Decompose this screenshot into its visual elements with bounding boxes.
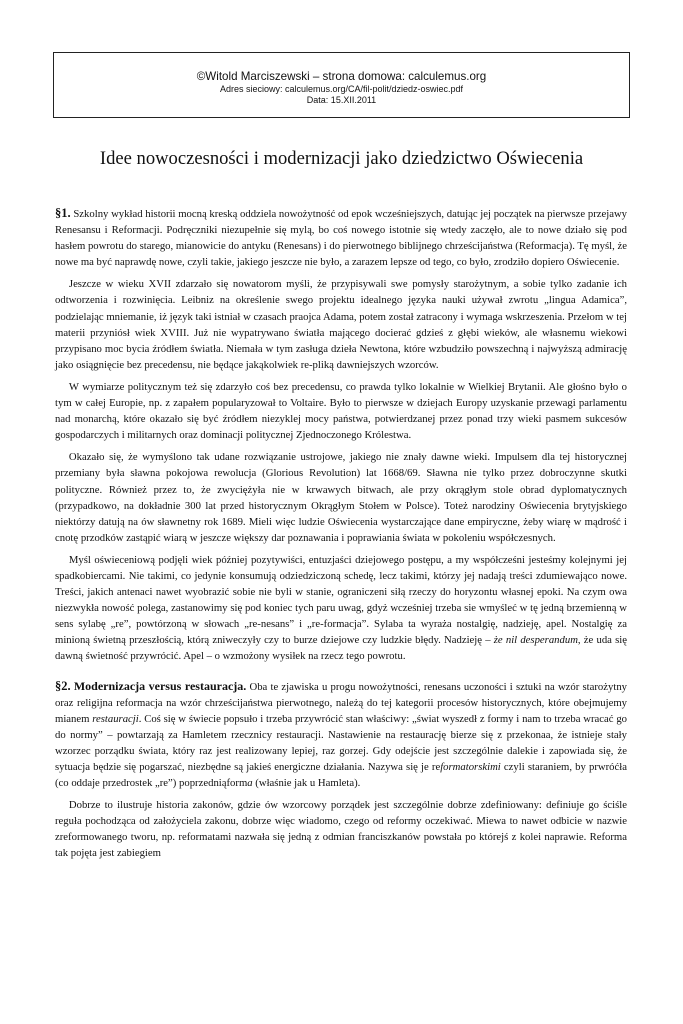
section1-p5-text-a: Myśl oświeceniową podjęli wiek później pozytywiści, entuzjaści dziejowego postępu, a my współcześni jesteśmy kolejnymi jej spadkobiercami. Nie takimi, co jedynie konsumują odziedziczoną schedę, lecz takimi, którzy jej nadają treści zdumiewająco nowe. Treści, jakich antenaci nawet wyobrazić sobie nie byli w stanie, ograniczeni siłą rzeczy do horyzontu własnej epoki. Na czym owa niezwykła nowość polega, zastanowimy się pod koniec tych paru uwag, gdyż wcześniej trzeba sie wmyśleć w tę jedną brzemienną w sens sylabę „re”, powtórzoną w słowach „re-nesans” i „re-formacja”. Sylaba ta wyraża nostalgię, nadzieję, apel. Nostalgię za minioną świetną przeszłością, którą zniweczyły czy to burze dziejowe czy ludzkie błędy. Nadzieję – — [55, 553, 627, 647]
section1-paragraph-3: W wymiarze politycznym też się zdarzyło coś bez precedensu, co prawda tylko lokalnie w Wielkiej Brytanii. Ale głośno było o tym w całej Europie, np. z zapałem popularyzował to Voltaire. Było to pierwsze w dziejach Europy uzyskanie przewagi parlamentu nad monarchą, które okazało się być źródłem niezyklej mocy państwa, potwierdzanej przez ponad trzy wieki pasmem sukcesów gospodarczych i militarnych oraz dominacji politycznej Zjednoczonego Królestwa. — [55, 380, 627, 442]
document-title: Idee nowoczesności i modernizacji jako dziedzictwo Oświecenia — [99, 148, 584, 169]
section2-p1-emphasis-2: formatorskimi — [440, 761, 501, 773]
section2-p1-emphasis: restauracji — [92, 712, 139, 725]
section2-number: §2. — [55, 678, 71, 693]
section1-paragraph-4: Okazało się, że wymyślono tak udane rozwiązanie ustrojowe, jakiego nie znały dawne wieki. Impulsem dla tej historycznej przemiany była sławna pokojowa rewolucja (Glorious Revolution) lat 1668/69. Sławna nie tylko przez dobroczynne skutki polityczne. Również przez to, że zwyciężyła nie w krwawych bitwach, ale przy okrągłym stole obrad dyplomatycznych (przypadkowo, na dokładnie 300 lat przed historycznym Okrągłym Stołem w Polsce). Toteż narodziny Oświecenia brytyjskiego niektórzy datują na ów sławnetny rok 1689. Mieli więc ludzie Oświecenia wystarczające dane empiryczne, żeby wiarę w mądrość i cnotę przodków zastąpić wiarą w jeszcze większy dar poznawania i poprawiania świata w pokoleniu współczesnych. — [55, 451, 627, 544]
section2-heading: Modernizacja versus restauracja. — [73, 678, 247, 693]
section2-p1-text-a: Oba te zjawiska u progu nowożytności, renesans uczoności i sztuki na wzór starożytny oraz religijna reformacja na wzór chrześcijaństwa pierwotnego, należą do tej kategorii procesów historycznych, które obejmujemy mianem — [55, 680, 628, 725]
section1-p5-emphasis: że nil desperandum — [493, 634, 578, 647]
section2-paragraph-1 — [55, 678, 627, 792]
section1-paragraph-1 — [55, 205, 627, 270]
section2-p1-text-d: (właśnie jak u Hamleta). — [252, 777, 361, 790]
section1-paragraph-5 — [55, 552, 627, 665]
section2-p1-text-b: . Coś się w świecie popsuło i trzeba przywrócić stan właściwy: „świat wyszedł z formy i nam to trzeba wracać go do normy” – powtarzają za Hamletem rzecznicy restauracji. Nastawienie na restaurację bierze się z przekonaa, że istnieje stały wzorzec porządku świata, który raz jest realizowany lepiej, raz gorzej. Gdy odejście jest szczególnie dalekie i zapowiada się, że sytuacja będzie się pogarszać, niezbędne są jakieś energiczne działania. Nazywa się je re — [55, 712, 628, 773]
section2-p1-text-c: czyli staraniem, by prwróćła (co oddaje przedrostek „re”) poprzedniąform — [55, 761, 627, 790]
header-title: ©Witold Marciszewski – strona domowa: calculemus.org — [196, 70, 487, 83]
header-address: Adres sieciowy: calculemus.org/CA/fil-polit/dziedz-oswiec.pdf — [219, 84, 464, 94]
section1-paragraph-2: Jeszcze w wieku XVII zdarzało się nowatorom myśli, że przypisywali swe pomysły starożytnym, a sobie tylko zadanie ich odtworzenia i rozwinięcia. Leibniz na określenie swego projektu idealnego języka nauki używał zwrotu „lingua Adamica”, podzielając mniemanie, iż język taki istniał w czasach praojca Adama, potem został zatracony i wymaga wskrzeszenia. Przełom w tej materii przyniósł wiek XVIII. Już nie wypatrywano światła mającego docierać gdzieś z głębi wieków, ale własnemu wiekowi przypisano moc bycia źródłem światła. Niemała w tym zasługa dzieła Newtona, które wzbudziło powszechną i najwyższą admirację jako osiągnięcie bez precedensu, nie będące jakąkolwiek re-pliką dawniejszych wzorców. — [55, 278, 627, 371]
section1-number: §1. — [55, 206, 71, 220]
copyright-header-box — [53, 52, 630, 118]
section1-p1-text: Szkolny wykład historii mocną kreską oddziela nowożytność od epok wcześniejszych, datując jej początek na pierwsze przejawy Renesansu i Reformacji. Podręczniki niezupełnie się mylą, bo coś nowego istotnie się wtedy zaczęło, ale to nowe działo się pod hasłem powrotu do starego, mianowicie do antyku (Renesans) i do pierwotnego biblijnego chrześcijaństwa (Reformacja). Tę myśl, że nowe ma być naprawdę nowe, czyli takie, jakiego jeszcze nie było, a zarazem lepsze od tego, co było, zrodziło dopiero Oświecenie. — [55, 208, 628, 269]
section1-p5-text-b: , że uda się dawną świetność przywrócić. Apel – o wzmożony wysiłek na rzecz tego powrotu. — [55, 634, 627, 663]
document-body — [55, 205, 627, 868]
section2-p1-emphasis-3: a — [247, 777, 253, 790]
section2-paragraph-2: Dobrze to ilustruje historia zakonów, gdzie ów wzorcowy porządek jest szczególnie dobrze zdefiniowany: definiuje go ściśle reguła pochodząca od założyciela zakonu, dobrze więc wiadomo, czego od reformy oczekiwać. Miewa to nawet odbicie w nazwie zreformowanego tworu, np. reformatami nazwała się jedną z odmian franciszkanów powstała po którejś z kolei naprawie. Reforma tak pojęta jest zabiegiem — [55, 799, 627, 860]
header-date: Data: 15.XII.2011 — [306, 95, 377, 105]
